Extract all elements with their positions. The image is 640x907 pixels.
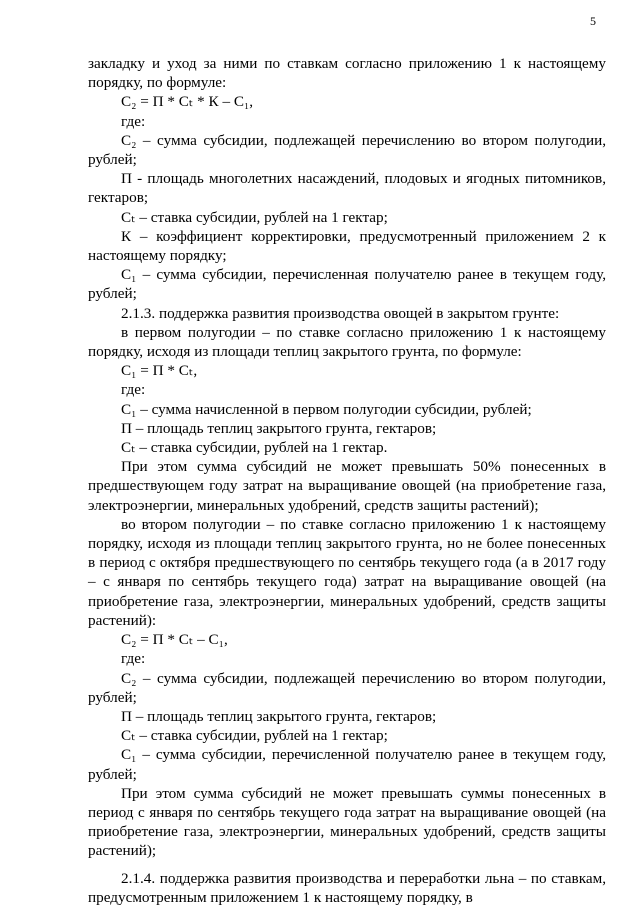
paragraph: в первом полугодии – по ставке согласно приложению 1 к настоящему порядку, исходя из площади теплиц закрытого грунта, по формуле: — [88, 323, 606, 361]
paragraph: где: — [121, 112, 146, 130]
paragraph: Сₜ – ставка субсидии, рублей на 1 гектар; — [121, 208, 388, 226]
paragraph: При этом сумма субсидий не может превышать 50% понесенных в предшествующем году затрат на выращивание овощей (на приобретение газа, электроэнергии, минеральных удобрений, средств защиты растений); — [88, 458, 606, 514]
paragraph: К – коэффициент корректировки, предусмотренный приложением 2 к настоящему порядку; — [88, 227, 606, 265]
paragraph: П – площадь теплиц закрытого грунта, гектаров; — [121, 707, 437, 725]
paragraph: во втором полугодии – по ставке согласно приложению 1 к настоящему порядку, исходя из площади теплиц закрытого грунта, но не более понесенных в период с октября предшествующего по сентябрь текущего года (а в 2017 году – с января по сентябрь текущего года) затрат на выращивание овощей (на приобретение газа, электроэнергии, минеральных удобрений, средств защиты растений): — [88, 515, 606, 629]
paragraph: П – площадь теплиц закрытого грунта, гектаров; — [121, 419, 437, 437]
paragraph: С₁ = П * Сₜ, — [121, 362, 198, 380]
paragraph: П - площадь многолетних насаждений, плодовых и ягодных питомников, гектаров; — [88, 170, 606, 207]
paragraph: При этом сумма субсидий не может превышать суммы понесенных в период с января по сентябрь текущего года затрат на выращивание овощей (на приобретение газа, электроэнергии, минеральных удобрений, средств защиты растений); — [88, 784, 606, 860]
paragraph: С₂ = П * Сₜ – С₁, — [121, 631, 228, 649]
paragraph: С₂ = П * Сₜ * К – С₁, — [121, 93, 254, 111]
paragraph: С₂ – сумма субсидии, подлежащей перечислению во втором полугодии, рублей; — [88, 131, 606, 169]
paragraph: С₁ – сумма субсидии, перечисленная получателю ранее в текущем году, рублей; — [88, 266, 606, 303]
page-number: 5 — [590, 14, 596, 28]
paragraph: С₁ – сумма начисленной в первом полугодии субсидии, рублей; — [121, 400, 532, 418]
paragraph: С₁ – сумма субсидии, перечисленной получателю ранее в текущем году, рублей; — [88, 746, 606, 783]
paragraph: 2.1.3. поддержка развития производства овощей в закрытом грунте: — [121, 304, 560, 322]
paragraph: закладку и уход за ними по ставкам согласно приложению 1 к настоящему порядку, по формуле: — [88, 55, 606, 92]
paragraph: Сₜ – ставка субсидии, рублей на 1 гектар; — [121, 727, 388, 745]
paragraph: где: — [121, 381, 146, 399]
paragraph: Сₜ – ставка субсидии, рублей на 1 гектар. — [121, 439, 388, 457]
paragraph: где: — [121, 650, 146, 668]
document-body — [88, 54, 606, 907]
paragraph: 2.1.4. поддержка развития производства и переработки льна – по ставкам, предусмотренным приложением 1 к настоящему порядку, в — [88, 869, 606, 906]
paragraph: С₂ – сумма субсидии, подлежащей перечислению во втором полугодии, рублей; — [88, 669, 606, 706]
